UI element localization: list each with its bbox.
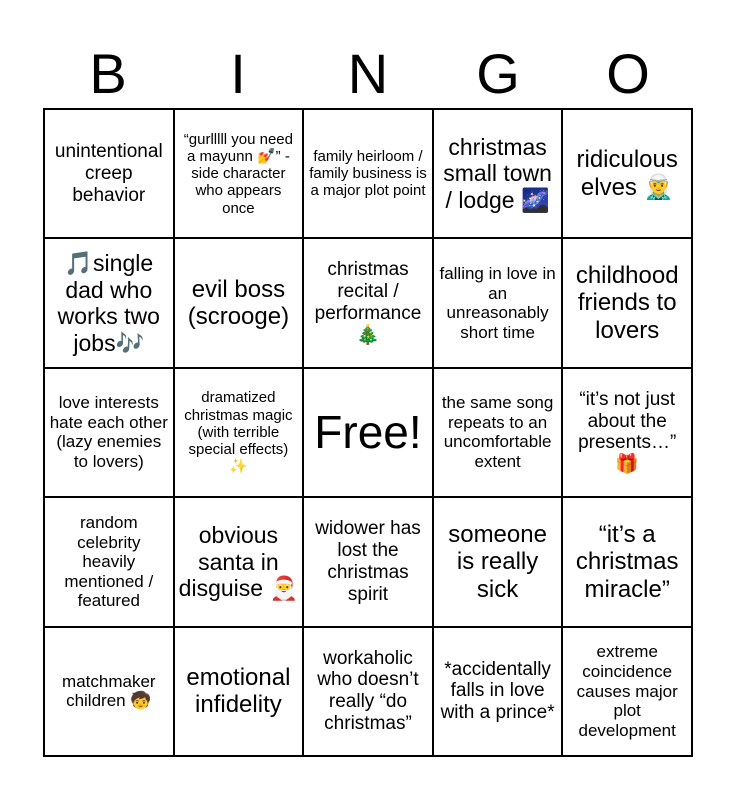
bingo-cell-label: random celebrity heavily mentioned / featured — [64, 513, 154, 611]
bingo-cell-label: Free! — [314, 406, 422, 459]
bingo-cell-label: unintentional creep behavior — [54, 140, 163, 206]
bingo-cell-label: family heirloom / family business is a major plot point — [309, 147, 427, 200]
bingo-cell-label: childhood friends to lovers — [575, 261, 679, 344]
bingo-cell-label: love interests hate each other (lazy enemies to lovers) — [49, 393, 168, 472]
bingo-cell[interactable] — [174, 109, 304, 238]
header-letter-i: I — [230, 42, 246, 105]
bingo-cell[interactable] — [44, 627, 174, 756]
bingo-cell-label: “it’s a christmas miracle” — [575, 520, 679, 603]
bingo-cell-label: someone is really sick — [448, 520, 547, 603]
bingo-cell[interactable] — [562, 368, 692, 497]
bingo-cell-free[interactable] — [303, 368, 433, 497]
bingo-cell[interactable] — [303, 238, 433, 367]
bingo-header — [43, 40, 693, 108]
bingo-cell-label: ridiculous elves 🧝‍♂️ — [576, 146, 678, 201]
bingo-cell-label: evil boss (scrooge) — [187, 275, 290, 331]
bingo-cell[interactable] — [303, 497, 433, 626]
bingo-cell[interactable] — [174, 627, 304, 756]
bingo-cell[interactable] — [44, 238, 174, 367]
bingo-cell[interactable] — [562, 109, 692, 238]
bingo-cell-label: christmas recital / performance 🎄 — [314, 259, 422, 346]
bingo-cell-label: christmas small town / lodge 🌌 — [443, 134, 552, 213]
bingo-cell-label: “it’s not just about the presents…” 🎁 — [578, 388, 677, 476]
bingo-cell-label: workaholic who doesn’t really “do christmas” — [317, 647, 419, 735]
bingo-cell[interactable] — [174, 238, 304, 367]
bingo-cell-label: “gurlllll you need a mayunn 💅” -side character who appears once — [183, 130, 293, 217]
bingo-cell[interactable] — [433, 497, 563, 626]
bingo-cell[interactable] — [44, 497, 174, 626]
bingo-cell-label: extreme coincidence causes major plot development — [576, 642, 678, 740]
bingo-cell[interactable] — [44, 109, 174, 238]
bingo-cell-label: *accidentally falls in love with a prince* — [440, 658, 555, 724]
bingo-cell[interactable] — [562, 497, 692, 626]
bingo-cell-label: the same song repeats to an uncomfortable extent — [441, 393, 554, 472]
bingo-cell[interactable] — [174, 497, 304, 626]
bingo-cell[interactable] — [433, 238, 563, 367]
header-letter-o: O — [606, 42, 650, 105]
bingo-cell[interactable] — [433, 627, 563, 756]
bingo-cell-label: 🎵single dad who works two jobs🎶 — [57, 250, 160, 356]
header-letter-b: B — [89, 42, 127, 105]
bingo-cell[interactable] — [303, 109, 433, 238]
bingo-cell-label: obvious santa in disguise 🎅 — [178, 522, 299, 602]
bingo-cell[interactable] — [562, 627, 692, 756]
bingo-grid — [43, 108, 693, 757]
bingo-cell[interactable] — [433, 368, 563, 497]
bingo-cell[interactable] — [562, 238, 692, 367]
bingo-cell-label: widower has lost the christmas spirit — [315, 518, 421, 605]
header-letter-g: G — [476, 42, 520, 105]
bingo-cell-label: falling in love in an unreasonably short time — [439, 264, 556, 342]
bingo-cell[interactable] — [44, 368, 174, 497]
bingo-cell-label: emotional infidelity — [186, 663, 291, 719]
bingo-cell[interactable] — [303, 627, 433, 756]
bingo-cell-label: dramatized christmas magic (with terrible special effects) ✨ — [184, 389, 293, 476]
header-letter-n: N — [347, 42, 389, 105]
bingo-cell[interactable] — [174, 368, 304, 497]
bingo-cell-label: matchmaker children 🧒 — [62, 671, 156, 711]
bingo-cell[interactable] — [433, 109, 563, 238]
